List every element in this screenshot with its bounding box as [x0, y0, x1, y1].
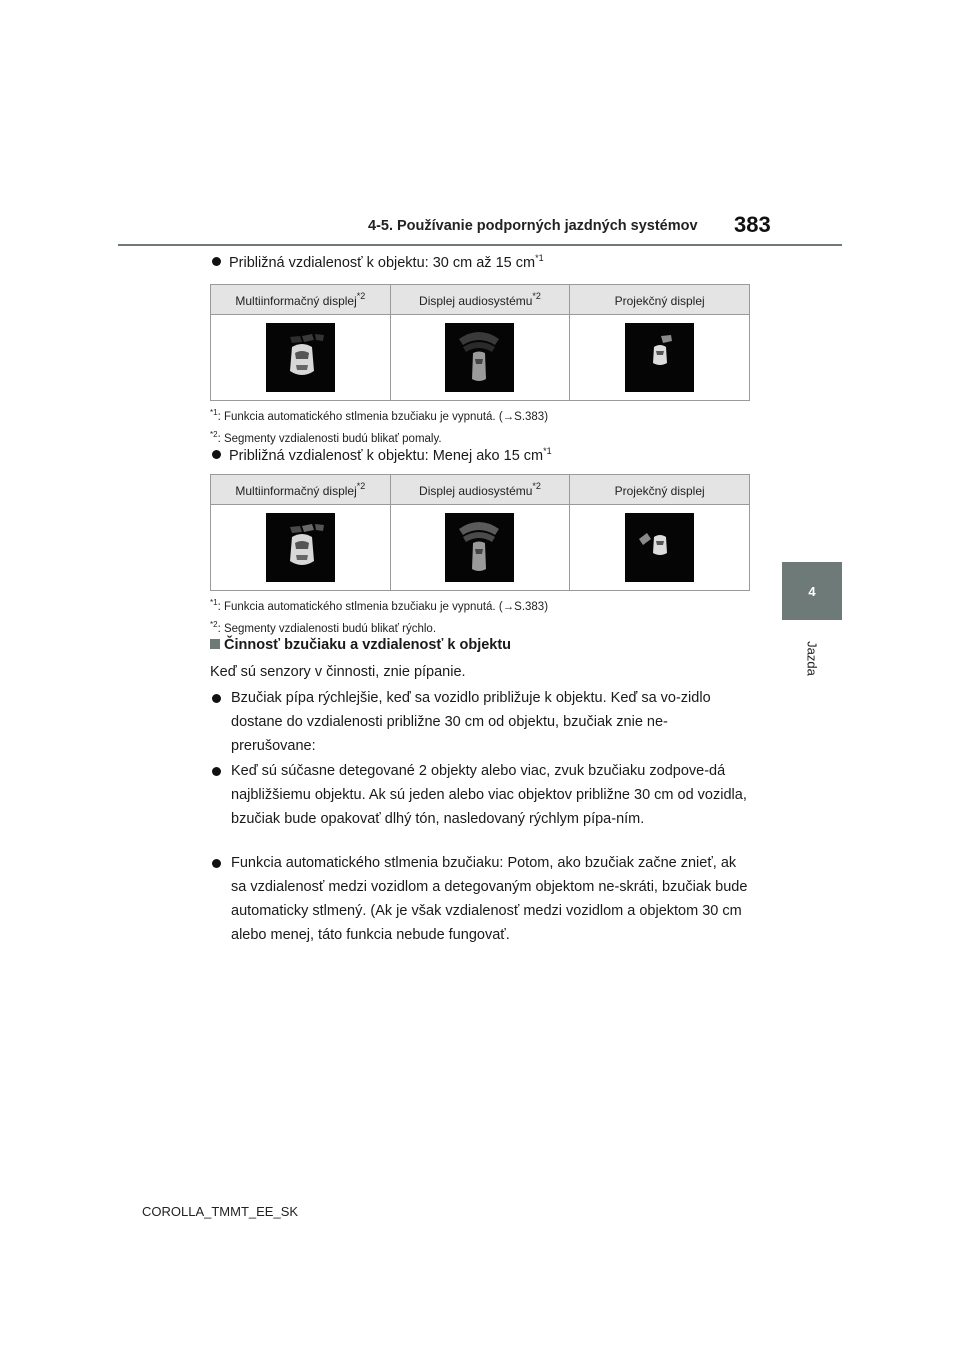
car-sensor-display-projection: [625, 513, 694, 582]
section-title: 4-5. Používanie podporných jazdných systémov: [368, 218, 698, 234]
distance-bullet-1: Približná vzdialenosť k objektu: 30 cm až 15 $cm^{*1}$: [212, 253, 544, 271]
document-code: COROLLA_TMMT_EE_SK: [142, 1204, 299, 1219]
list-item: Funkcia automatického stlmenia bzučiaku: Potom, ako bzučiak začne znieť, ak sa vzdialenosť medzi vozidlom a detegovaným objektom ne-skráti, bzučiak bude automaticky stlmený. (Ak je však vzdialenosť medzi vozidlom a objektom 30 cm alebo menej, táto funkcia nebude fungovať.: [212, 851, 752, 947]
bullet-icon: [212, 450, 221, 459]
display-table-2: [210, 474, 750, 591]
bullet-icon: [212, 767, 221, 776]
chapter-label: Jazda: [804, 641, 820, 676]
car-sensor-display-audio: [445, 323, 514, 392]
column-header: Multiinformačný displej$^{*2}$: [211, 285, 391, 315]
footnotes-1: [210, 404, 548, 448]
section-heading: Činnosť bzučiaku a vzdialenosť k objektu: [210, 637, 511, 653]
square-bullet-icon: [210, 639, 220, 649]
column-header: Displej audiosystému$^{*2}$: [390, 475, 570, 505]
footnote: $^{*1}$: Funkcia automatického stlmenia bzučiaku je vypnutá. (→S.383): [210, 408, 549, 423]
chapter-tab: [782, 562, 842, 620]
bullet-icon: [212, 257, 221, 266]
chapter-number: 4: [808, 583, 816, 599]
column-header: Displej audiosystému$^{*2}$: [390, 285, 570, 315]
page-number: 383: [734, 212, 771, 237]
intro-paragraph: Keď sú senzory v činnosti, znie pípanie.: [210, 664, 466, 680]
column-header: Projekčný displej: [570, 475, 750, 505]
footnote: $^{*2}$: Segmenty vzdialenosti budú blikať pomaly.: [210, 430, 442, 445]
display-table-1: [210, 284, 750, 401]
footnotes-2: [210, 594, 548, 638]
bullet-icon: [212, 859, 221, 868]
list-item: Keď sú súčasne detegované 2 objekty alebo viac, zvuk bzučiaku zodpove-dá najbližšiemu objektu. Ak sú jeden alebo viac objektov približne 30 cm od vozidla, bzučiak bude opakovať dlhý tón, nasledovaný rýchlym pípa-ním.: [212, 759, 752, 831]
footnote: $^{*1}$: Funkcia automatického stlmenia bzučiaku je vypnutá. (→S.383): [210, 598, 549, 613]
bullet-icon: [212, 694, 221, 703]
car-sensor-display-multiinfo: [266, 513, 335, 582]
car-sensor-display-audio: [445, 513, 514, 582]
column-header: Projekčný displej: [570, 285, 750, 315]
car-sensor-display-multiinfo: [266, 323, 335, 392]
footnote: $^{*2}$: Segmenty vzdialenosti budú blikať rýchlo.: [210, 620, 437, 635]
list-item: Bzučiak pípa rýchlejšie, keď sa vozidlo približuje k objektu. Keď sa vo-zidlo dostane do vzdialenosti približne 30 cm od objektu, bzučiak znie ne-prerušovane:: [212, 686, 752, 758]
distance-bullet-2: Približná vzdialenosť k objektu: Menej ako 15 $cm^{*1}$: [212, 446, 552, 464]
car-sensor-display-projection: [625, 323, 694, 392]
column-header: Multiinformačný displej$^{*2}$: [211, 475, 391, 505]
header-divider: [118, 244, 842, 246]
